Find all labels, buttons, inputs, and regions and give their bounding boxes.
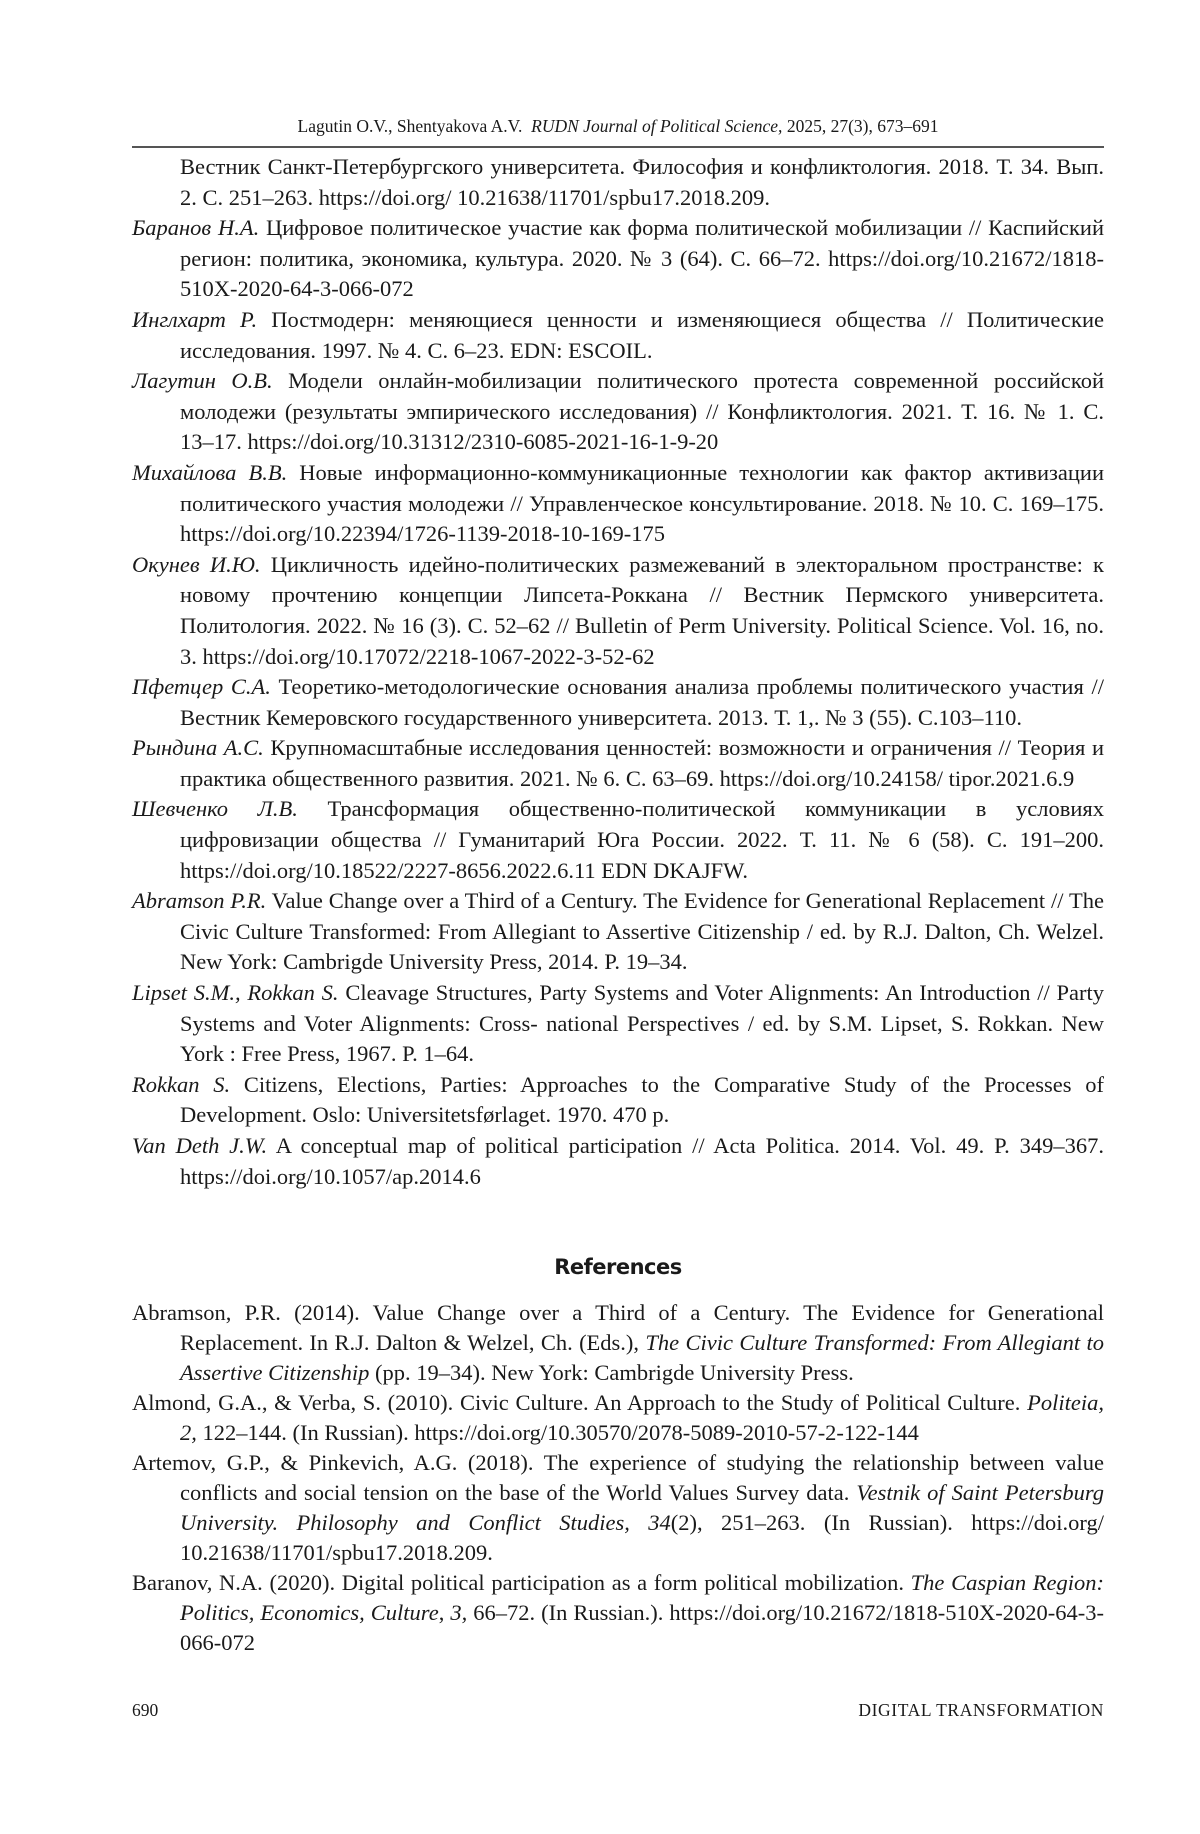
bibliography-entry	[132, 366, 1104, 458]
entry-author: Инглхарт Р.	[132, 307, 257, 332]
reference-italic-text: Politeia, 2,	[180, 1390, 1104, 1445]
bibliography-entry	[132, 1131, 1104, 1192]
entry-text: Вестник Санкт-Петербургского университета. Философия и конфликтология. 2018. Т. 34. Вып. 2. С. 251–263. https://doi.org/ 10.21638/11701/spbu17.2018.209.	[180, 154, 1104, 210]
reference-text: Abramson, P.R. (2014). Value Change over a Third of a Century. The Evidence for Generational Replacement. In R.J. Dalton & Welzel, Ch. (Eds.),	[132, 1300, 1104, 1355]
reference-text: 122–144. (In Russian). https://doi.org/10.30570/2078-5089-2010-57-2-122-144	[197, 1420, 919, 1445]
reference-entry	[132, 1388, 1104, 1448]
reference-text: (pp. 19–34). New York: Cambrigde University Press.	[369, 1360, 853, 1385]
bibliography-entry	[132, 550, 1104, 672]
entry-text: Value Change over a Third of a Century. The Evidence for Generational Replacement // The Civic Culture Transformed: From Allegiant to Assertive Citizenship / ed. by R.J. Dalton, Ch. Welzel. New York: Cambrigde University Press, 2014. P. 19–34.	[180, 888, 1104, 974]
reference-entry	[132, 1568, 1104, 1658]
entry-author: Пфетцер С.А.	[132, 674, 271, 699]
entry-author: Шевченко Л.В.	[132, 796, 298, 821]
header-journal: RUDN Journal of Political Science,	[531, 116, 782, 136]
entry-author: Баранов Н.А.	[132, 215, 259, 240]
reference-italic-text: 3,	[450, 1600, 467, 1625]
bibliography-entry	[132, 213, 1104, 305]
entry-text: Теоретико-методологические основания анализа проблемы политического участия // Вестник Кемеровского государственного университета. 2013. Т. 1,. № 3 (55). С.103–110.	[180, 674, 1104, 730]
page-number: 690	[132, 1700, 158, 1721]
bibliography-entry	[132, 458, 1104, 550]
reference-italic-text: The Civic Culture Transformed: From Allegiant to Assertive Citizenship	[180, 1330, 1104, 1385]
reference-text: Artemov, G.P., & Pinkevich, A.G. (2018). The experience of studying the relationship between value conflicts and social tension on the base of the World Values Survey data.	[132, 1450, 1104, 1505]
header-rule	[132, 146, 1104, 148]
entry-author: Abramson P.R.	[132, 888, 266, 913]
reference-italic-text: Vestnik of Saint Petersburg University. Philosophy and Conflict Studies, 34	[180, 1480, 1104, 1535]
page-footer	[132, 1700, 1104, 1721]
bibliography-entry	[132, 672, 1104, 733]
entry-author: Rokkan S.	[132, 1072, 230, 1097]
reference-italic-text: The Caspian Region: Politics, Economics, Culture	[180, 1570, 1104, 1625]
entry-text: Citizens, Elections, Parties: Approaches to the Comparative Study of the Processes of Development. Oslo: Universitetsførlaget. 1970. 470 p.	[180, 1072, 1104, 1128]
entry-text: Новые информационно-коммуникационные технологии как фактор активизации политического участия молодежи // Управленческое консультирование. 2018. № 10. С. 169–175. https://doi.org/10.22394/1726-1139-2018-10-169-175	[180, 460, 1104, 546]
bibliography-list	[132, 152, 1104, 1192]
section-title: DIGITAL TRANSFORMATION	[858, 1700, 1104, 1721]
bibliography-entry	[132, 886, 1104, 978]
running-head	[132, 116, 1104, 137]
bibliography-entry	[132, 152, 1104, 213]
entry-text: Трансформация общественно-политической коммуникации в условиях цифровизации общества // Гуманитарий Юга России. 2022. Т. 11. № 6 (58). С. 191–200. https://doi.org/10.18522/2227-8656.2022.6.11 EDN DKAJFW.	[180, 796, 1104, 882]
entry-author: Lipset S.M., Rokkan S.	[132, 980, 339, 1005]
entry-text: Cleavage Structures, Party Systems and Voter Alignments: An Introduction // Party Systems and Voter Alignments: Cross- national Perspectives / ed. by S.M. Lipset, S. Rokkan. New York : Free Press, 1967. P. 1–64.	[180, 980, 1104, 1066]
bibliography-entry	[132, 978, 1104, 1070]
entry-text: A conceptual map of political participation // Acta Politica. 2014. Vol. 49. P. 349–367. https://doi.org/10.1057/ap.2014.6	[180, 1133, 1104, 1189]
bibliography-entry	[132, 305, 1104, 366]
reference-text: Baranov, N.A. (2020). Digital political participation as a form political mobilization.	[132, 1570, 911, 1595]
entry-author: Михайлова В.В.	[132, 460, 287, 485]
reference-text: Almond, G.A., & Verba, S. (2010). Civic Culture. An Approach to the Study of Political Culture.	[132, 1390, 1027, 1415]
bibliography-entry	[132, 794, 1104, 886]
entry-text: Постмодерн: меняющиеся ценности и изменяющиеся общества // Политические исследования. 1997. № 4. С. 6–23. EDN: ESCOIL.	[180, 307, 1104, 363]
entry-text: Цикличность идейно-политических размежеваний в электоральном пространстве: к новому прочтению концепции Липсета-Роккана // Вестник Пермского университета. Политология. 2022. № 16 (3). С. 52–62 // Bulletin of Perm University. Political Science. Vol. 16, no. 3. https://doi.org/10.17072/2218-1067-2022-3-52-62	[180, 552, 1104, 669]
reference-text: (2), 251–263. (In Russian). https://doi.org/ 10.21638/11701/spbu17.2018.209.	[180, 1510, 1104, 1565]
references-heading: References	[132, 1255, 1104, 1279]
entry-author: Лагутин О.В.	[132, 368, 273, 393]
reference-text: 66–72. (In Russian.). https://doi.org/10.21672/1818-510X-2020-64-3-066-072	[180, 1600, 1104, 1655]
entry-author: Van Deth J.W.	[132, 1133, 267, 1158]
entry-text: Цифровое политическое участие как форма политической мобилизации // Каспийский регион: политика, экономика, культура. 2020. № 3 (64). С. 66–72. https://doi.org/10.21672/1818-510X-2020-64-3-066-072	[180, 215, 1104, 301]
reference-entry	[132, 1298, 1104, 1388]
bibliography-entry	[132, 733, 1104, 794]
header-issue: 2025, 27(3), 673–691	[782, 116, 938, 136]
bibliography-entry	[132, 1070, 1104, 1131]
entry-text: Крупномасштабные исследования ценностей: возможности и ограничения // Теория и практика общественного развития. 2021. № 6. С. 63–69. https://doi.org/10.24158/ tipor.2021.6.9	[180, 735, 1104, 791]
entry-author: Окунев И.Ю.	[132, 552, 261, 577]
entry-author: Рындина А.С.	[132, 735, 264, 760]
references-list	[132, 1298, 1104, 1658]
reference-entry	[132, 1448, 1104, 1568]
entry-text: Модели онлайн-мобилизации политического протеста современной российской молодежи (результаты эмпирического исследования) // Конфликтология. 2021. Т. 16. № 1. С. 13–17. https://doi.org/10.31312/2310-6085-2021-16-1-9-20	[180, 368, 1104, 454]
header-authors: Lagutin O.V., Shentyakova A.V.	[298, 116, 523, 136]
reference-text: ,	[439, 1600, 451, 1625]
